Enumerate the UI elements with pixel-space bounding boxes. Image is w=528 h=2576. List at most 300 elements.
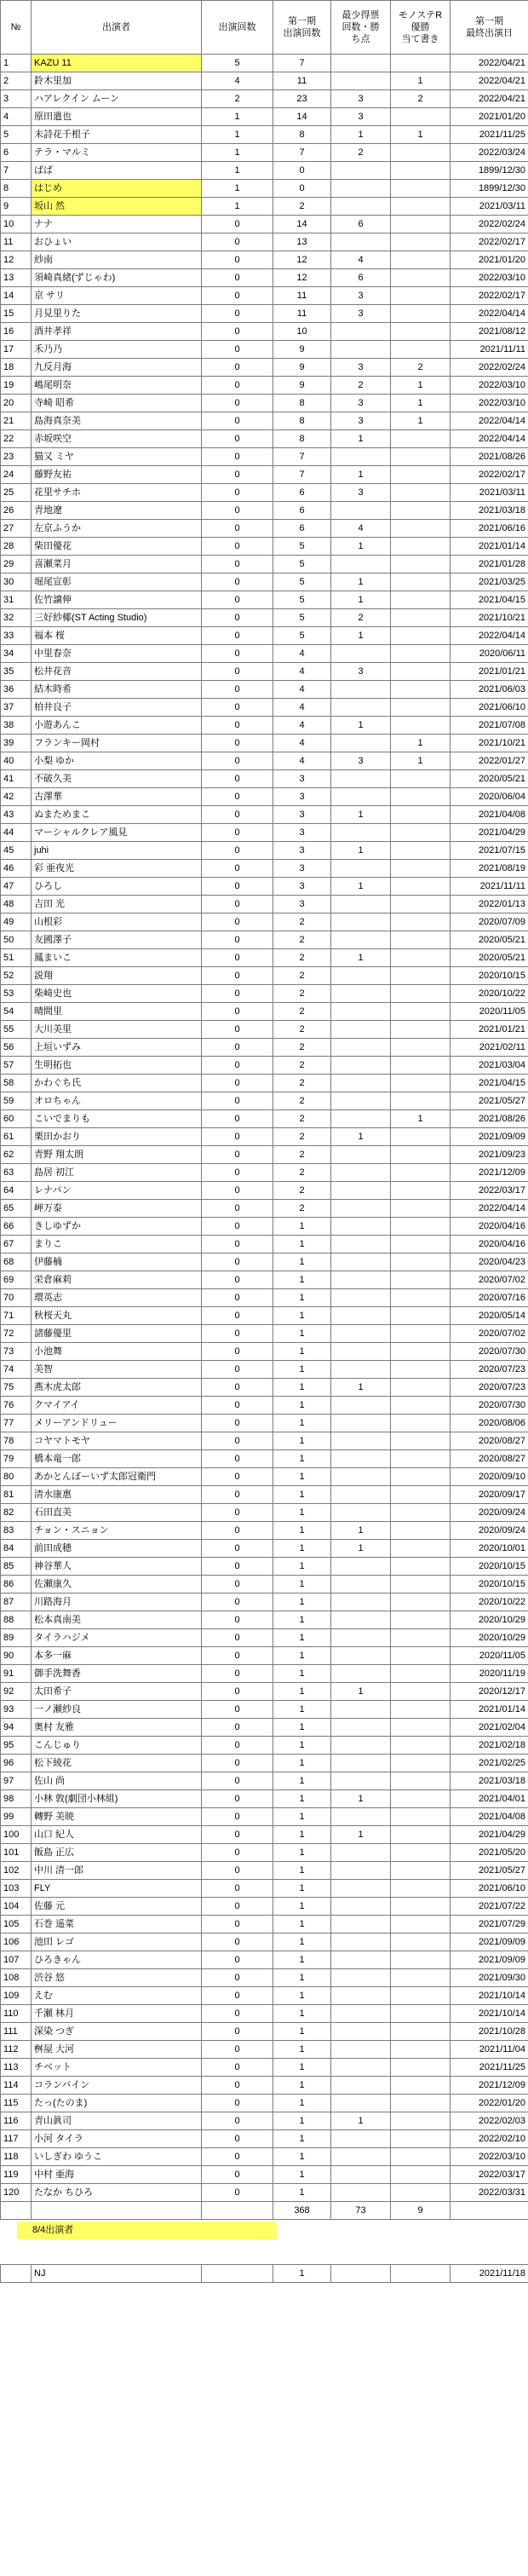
row-no: 29 <box>1 556 32 573</box>
table-row <box>1 1236 528 1253</box>
row-appearances: 0 <box>202 1755 273 1772</box>
row-last-date: 2021/09/09 <box>451 1128 528 1146</box>
row-first-term: 1 <box>273 1898 331 1916</box>
row-name: コヤマトモヤ <box>32 1432 202 1450</box>
table-row <box>1 663 528 681</box>
total-first-term: 368 <box>273 2202 331 2220</box>
row-last-date: 2020/07/02 <box>451 1325 528 1343</box>
row-first-term: 6 <box>273 502 331 520</box>
row-name: 酒井孝祥 <box>32 323 202 341</box>
row-appearances: 0 <box>202 1611 273 1629</box>
table-row <box>1 1647 528 1665</box>
table-row <box>1 860 528 878</box>
row-appearances: 0 <box>202 1253 273 1271</box>
row-name: 小遊あんこ <box>32 717 202 735</box>
row-min-votes <box>331 1468 391 1486</box>
row-name: マーシャルクレア風見 <box>32 824 202 842</box>
row-no: 103 <box>1 1880 32 1898</box>
row-first-term: 1 <box>273 1307 331 1325</box>
row-no: 96 <box>1 1755 32 1772</box>
row-last-date: 2020/05/21 <box>451 949 528 967</box>
row-appearances: 0 <box>202 1898 273 1916</box>
row-name: 晴間里 <box>32 1003 202 1021</box>
row-last-date: 2021/04/15 <box>451 591 528 609</box>
row-appearances: 0 <box>202 1933 273 1951</box>
row-appearances: 0 <box>202 466 273 484</box>
table-row <box>1 913 528 931</box>
row-min-votes: 1 <box>331 126 391 144</box>
table-row <box>1 1325 528 1343</box>
extra-date: 2021/11/18 <box>451 2265 528 2283</box>
row-min-votes: 3 <box>331 305 391 323</box>
row-no: 50 <box>1 931 32 949</box>
row-min-votes <box>331 1844 391 1862</box>
row-name: まりこ <box>32 1236 202 1253</box>
row-min-votes <box>331 1075 391 1092</box>
row-no: 49 <box>1 913 32 931</box>
row-no: 51 <box>1 949 32 967</box>
row-min-votes <box>331 1021 391 1039</box>
row-last-date: 2021/10/21 <box>451 609 528 627</box>
row-no: 3 <box>1 90 32 108</box>
row-last-date: 2020/08/27 <box>451 1432 528 1450</box>
row-name: フランキー岡村 <box>32 735 202 752</box>
row-name: ひろきゃん <box>32 1951 202 1969</box>
row-no: 62 <box>1 1146 32 1164</box>
row-first-term: 2 <box>273 949 331 967</box>
row-last-date: 2020/12/17 <box>451 1683 528 1701</box>
table-row <box>1 1218 528 1236</box>
row-min-votes: 2 <box>331 144 391 162</box>
table-row <box>1 2166 528 2184</box>
row-no: 92 <box>1 1683 32 1701</box>
table-row <box>1 1701 528 1719</box>
row-name: 桝屋 大河 <box>32 2041 202 2059</box>
row-no: 118 <box>1 2148 32 2166</box>
row-appearances: 0 <box>202 752 273 770</box>
row-name: こいでまりも <box>32 1110 202 1128</box>
table-row <box>1 1540 528 1558</box>
row-appearances: 0 <box>202 878 273 896</box>
row-name: 喜瀬菜月 <box>32 556 202 573</box>
row-no: 7 <box>1 162 32 180</box>
row-min-votes <box>331 2005 391 2023</box>
row-name: 橋本竜一郎 <box>32 1450 202 1468</box>
row-name: かわぐち氏 <box>32 1075 202 1092</box>
row-first-term: 1 <box>273 1683 331 1701</box>
row-last-date: 2022/03/10 <box>451 2148 528 2166</box>
row-appearances: 0 <box>202 1432 273 1450</box>
row-first-term: 8 <box>273 430 331 448</box>
row-last-date: 2022/01/20 <box>451 2095 528 2112</box>
row-no: 9 <box>1 198 32 216</box>
row-name: 中川 清一郎 <box>32 1862 202 1880</box>
row-monostar <box>391 55 451 72</box>
row-monostar <box>391 1128 451 1146</box>
row-monostar <box>391 1486 451 1504</box>
row-name: 松本真南美 <box>32 1611 202 1629</box>
row-min-votes <box>331 860 391 878</box>
table-row <box>1 484 528 502</box>
table-row <box>1 1611 528 1629</box>
row-first-term: 1 <box>273 1665 331 1683</box>
row-monostar <box>391 931 451 949</box>
table-row <box>1 699 528 717</box>
row-monostar: 1 <box>391 412 451 430</box>
table-row <box>1 90 528 108</box>
row-monostar <box>391 1737 451 1755</box>
row-name: 前田成穂 <box>32 1540 202 1558</box>
header-performer: 出演者 <box>32 1 202 55</box>
row-no: 63 <box>1 1164 32 1182</box>
row-min-votes <box>331 2059 391 2077</box>
row-appearances: 0 <box>202 1772 273 1790</box>
row-min-votes <box>331 1236 391 1253</box>
row-last-date: 2020/08/27 <box>451 1450 528 1468</box>
table-row <box>1 2077 528 2095</box>
row-appearances: 0 <box>202 1343 273 1361</box>
row-appearances: 0 <box>202 1540 273 1558</box>
row-first-term: 5 <box>273 627 331 645</box>
row-last-date: 2020/06/11 <box>451 645 528 663</box>
row-first-term: 3 <box>273 860 331 878</box>
row-first-term: 1 <box>273 1880 331 1898</box>
row-name: 環英志 <box>32 1289 202 1307</box>
row-no: 90 <box>1 1647 32 1665</box>
row-last-date: 1899/12/30 <box>451 162 528 180</box>
row-min-votes <box>331 967 391 985</box>
row-first-term: 1 <box>273 1755 331 1772</box>
totals-blank-count <box>202 2202 273 2220</box>
table-row <box>1 1200 528 1218</box>
row-min-votes: 1 <box>331 466 391 484</box>
row-monostar <box>391 1558 451 1576</box>
row-min-votes <box>331 2095 391 2112</box>
row-monostar <box>391 1987 451 2005</box>
row-min-votes <box>331 1432 391 1450</box>
row-last-date: 2021/04/01 <box>451 1790 528 1808</box>
row-first-term: 2 <box>273 913 331 931</box>
table-row <box>1 1128 528 1146</box>
row-name: おひょい <box>32 233 202 251</box>
row-last-date: 2022/04/14 <box>451 1200 528 1218</box>
row-name: ハアレクイン ムーン <box>32 90 202 108</box>
row-last-date: 2021/03/25 <box>451 573 528 591</box>
row-name: 猫又 ミヤ <box>32 448 202 466</box>
row-name: 松井花音 <box>32 663 202 681</box>
row-name: 神谷華人 <box>32 1558 202 1576</box>
row-first-term: 8 <box>273 412 331 430</box>
row-no: 80 <box>1 1468 32 1486</box>
row-last-date: 2021/02/11 <box>451 1039 528 1057</box>
row-appearances: 0 <box>202 591 273 609</box>
row-monostar <box>391 2184 451 2202</box>
row-monostar <box>391 1397 451 1415</box>
row-min-votes <box>331 1415 391 1432</box>
row-appearances: 2 <box>202 90 273 108</box>
row-monostar <box>391 1772 451 1790</box>
header-first-term-appearances: 第一期 出演回数 <box>273 1 331 55</box>
row-last-date: 2020/07/23 <box>451 1379 528 1397</box>
row-appearances: 0 <box>202 806 273 824</box>
totals-blank-date <box>451 2202 528 2220</box>
row-last-date: 2022/01/13 <box>451 896 528 913</box>
row-appearances: 0 <box>202 1593 273 1611</box>
row-first-term: 1 <box>273 1379 331 1397</box>
row-min-votes: 3 <box>331 752 391 770</box>
row-appearances: 0 <box>202 842 273 860</box>
row-first-term: 13 <box>273 233 331 251</box>
row-no: 101 <box>1 1844 32 1862</box>
row-monostar: 1 <box>391 752 451 770</box>
row-min-votes: 4 <box>331 520 391 538</box>
row-monostar <box>391 1951 451 1969</box>
row-monostar <box>391 1289 451 1307</box>
row-min-votes <box>331 1611 391 1629</box>
row-min-votes: 1 <box>331 573 391 591</box>
note-highlight: 8/4出演者 <box>17 2222 277 2239</box>
row-first-term: 6 <box>273 520 331 538</box>
row-name: ぬまためまこ <box>32 806 202 824</box>
row-no: 44 <box>1 824 32 842</box>
row-first-term: 1 <box>273 1611 331 1629</box>
table-row <box>1 1844 528 1862</box>
extra-no <box>1 2265 32 2283</box>
row-monostar <box>391 573 451 591</box>
row-first-term: 1 <box>273 1916 331 1933</box>
row-no: 108 <box>1 1969 32 1987</box>
row-name: タイラハジメ <box>32 1629 202 1647</box>
row-monostar <box>391 1719 451 1737</box>
row-name: 栄倉麻莉 <box>32 1271 202 1289</box>
row-first-term: 5 <box>273 591 331 609</box>
row-last-date: 2021/10/14 <box>451 1987 528 2005</box>
row-appearances: 0 <box>202 1880 273 1898</box>
row-first-term: 10 <box>273 323 331 341</box>
row-last-date: 2021/07/29 <box>451 1916 528 1933</box>
row-min-votes <box>331 198 391 216</box>
row-name: ぱぱ <box>32 162 202 180</box>
table-row <box>1 1253 528 1271</box>
row-min-votes: 1 <box>331 717 391 735</box>
row-name: メリーアンドリュー <box>32 1415 202 1432</box>
table-row <box>1 108 528 126</box>
row-min-votes: 1 <box>331 949 391 967</box>
row-last-date: 2020/07/30 <box>451 1343 528 1361</box>
table-row <box>1 573 528 591</box>
row-no: 20 <box>1 395 32 412</box>
row-monostar <box>391 1325 451 1343</box>
row-appearances: 0 <box>202 1737 273 1755</box>
row-first-term: 1 <box>273 1826 331 1844</box>
row-last-date: 2021/05/27 <box>451 1862 528 1880</box>
row-monostar <box>391 627 451 645</box>
row-name: 燕木虎太郎 <box>32 1379 202 1397</box>
row-no: 58 <box>1 1075 32 1092</box>
row-name: 中村 亜海 <box>32 2166 202 2184</box>
row-monostar <box>391 1755 451 1772</box>
row-no: 75 <box>1 1379 32 1397</box>
row-monostar <box>391 1576 451 1593</box>
row-last-date: 2021/11/25 <box>451 2059 528 2077</box>
row-min-votes <box>331 2077 391 2095</box>
row-no: 98 <box>1 1790 32 1808</box>
row-first-term: 1 <box>273 2112 331 2130</box>
row-name: 古澤華 <box>32 788 202 806</box>
row-appearances: 0 <box>202 2077 273 2095</box>
row-appearances: 0 <box>202 1075 273 1092</box>
row-first-term: 2 <box>273 1057 331 1075</box>
row-appearances: 0 <box>202 233 273 251</box>
row-appearances: 0 <box>202 430 273 448</box>
row-last-date: 2021/05/27 <box>451 1092 528 1110</box>
row-appearances: 1 <box>202 162 273 180</box>
row-monostar <box>391 1933 451 1951</box>
row-last-date: 2021/06/03 <box>451 681 528 699</box>
row-min-votes <box>331 1486 391 1504</box>
row-first-term: 4 <box>273 663 331 681</box>
row-appearances: 0 <box>202 520 273 538</box>
row-first-term: 1 <box>273 1790 331 1808</box>
row-first-term: 1 <box>273 2184 331 2202</box>
row-name: クマイアイ <box>32 1397 202 1415</box>
row-first-term: 4 <box>273 645 331 663</box>
row-first-term: 1 <box>273 2023 331 2041</box>
row-name: 伊藤楠 <box>32 1253 202 1271</box>
row-min-votes <box>331 1987 391 2005</box>
row-monostar <box>391 824 451 842</box>
row-monostar <box>391 913 451 931</box>
table-row <box>1 1110 528 1128</box>
header-row <box>1 1 528 55</box>
row-last-date: 2022/03/10 <box>451 377 528 395</box>
row-last-date: 2022/04/14 <box>451 430 528 448</box>
row-no: 27 <box>1 520 32 538</box>
extra-count <box>202 2265 273 2283</box>
row-name: 美智 <box>32 1361 202 1379</box>
row-appearances: 0 <box>202 2130 273 2148</box>
row-first-term: 7 <box>273 448 331 466</box>
row-appearances: 0 <box>202 1092 273 1110</box>
row-appearances: 4 <box>202 72 273 90</box>
table-row <box>1 1826 528 1844</box>
header-appearances: 出演回数 <box>202 1 273 55</box>
row-name: 一ノ瀬紗良 <box>32 1701 202 1719</box>
row-no: 40 <box>1 752 32 770</box>
row-monostar <box>391 1379 451 1397</box>
row-first-term: 14 <box>273 216 331 233</box>
row-name: 京 サリ <box>32 287 202 305</box>
row-first-term: 14 <box>273 108 331 126</box>
row-last-date: 2022/02/03 <box>451 2112 528 2130</box>
row-first-term: 2 <box>273 1128 331 1146</box>
row-no: 82 <box>1 1504 32 1522</box>
row-no: 119 <box>1 2166 32 2184</box>
row-appearances: 0 <box>202 251 273 269</box>
row-no: 68 <box>1 1253 32 1271</box>
table-row <box>1 1057 528 1075</box>
row-first-term: 3 <box>273 788 331 806</box>
table-row <box>1 1576 528 1593</box>
table-row <box>1 931 528 949</box>
table-row <box>1 645 528 663</box>
table-row <box>1 466 528 484</box>
row-appearances: 0 <box>202 2059 273 2077</box>
row-first-term: 2 <box>273 1075 331 1092</box>
row-last-date: 2021/02/25 <box>451 1755 528 1772</box>
row-last-date: 2021/11/11 <box>451 878 528 896</box>
row-last-date: 2020/06/04 <box>451 788 528 806</box>
row-no: 26 <box>1 502 32 520</box>
row-no: 99 <box>1 1808 32 1826</box>
row-min-votes <box>331 1397 391 1415</box>
row-first-term: 1 <box>273 1969 331 1987</box>
row-min-votes <box>331 824 391 842</box>
row-first-term: 11 <box>273 287 331 305</box>
row-no: 65 <box>1 1200 32 1218</box>
row-no: 48 <box>1 896 32 913</box>
table-row <box>1 162 528 180</box>
row-appearances: 0 <box>202 681 273 699</box>
row-name: 中里春奈 <box>32 645 202 663</box>
row-min-votes: 3 <box>331 287 391 305</box>
row-name: 川路海月 <box>32 1593 202 1611</box>
row-min-votes <box>331 1951 391 1969</box>
row-min-votes <box>331 1719 391 1737</box>
row-no: 70 <box>1 1289 32 1307</box>
row-no: 79 <box>1 1450 32 1468</box>
row-appearances: 0 <box>202 627 273 645</box>
row-name: 石田直美 <box>32 1504 202 1522</box>
table-row <box>1 55 528 72</box>
table-row <box>1 269 528 287</box>
table-row <box>1 1916 528 1933</box>
row-last-date: 2021/06/16 <box>451 520 528 538</box>
row-last-date: 2022/04/14 <box>451 627 528 645</box>
table-row <box>1 395 528 412</box>
row-name: 堀尾宣彰 <box>32 573 202 591</box>
row-min-votes: 1 <box>331 1522 391 1540</box>
row-no: 81 <box>1 1486 32 1504</box>
row-appearances: 0 <box>202 1576 273 1593</box>
row-min-votes <box>331 1808 391 1826</box>
row-appearances: 0 <box>202 967 273 985</box>
table-row <box>1 198 528 216</box>
table-row <box>1 1003 528 1021</box>
table-row <box>1 1558 528 1576</box>
row-no: 41 <box>1 770 32 788</box>
table-row <box>1 2112 528 2130</box>
row-no: 97 <box>1 1772 32 1790</box>
row-appearances: 0 <box>202 1325 273 1343</box>
row-min-votes: 2 <box>331 609 391 627</box>
row-monostar <box>391 878 451 896</box>
row-monostar <box>391 341 451 359</box>
row-first-term: 1 <box>273 1343 331 1361</box>
header-min-votes: 最少得票 回数・勝 ち点 <box>331 1 391 55</box>
row-last-date: 2020/07/30 <box>451 1397 528 1415</box>
row-name: 寺崎 昭希 <box>32 395 202 412</box>
row-min-votes: 3 <box>331 395 391 412</box>
row-appearances: 0 <box>202 1450 273 1468</box>
table-row <box>1 1522 528 1540</box>
row-name: チョン・スニョン <box>32 1522 202 1540</box>
row-last-date: 2022/01/27 <box>451 752 528 770</box>
row-no: 53 <box>1 985 32 1003</box>
row-no: 100 <box>1 1826 32 1844</box>
row-no: 39 <box>1 735 32 752</box>
row-min-votes <box>331 1665 391 1683</box>
